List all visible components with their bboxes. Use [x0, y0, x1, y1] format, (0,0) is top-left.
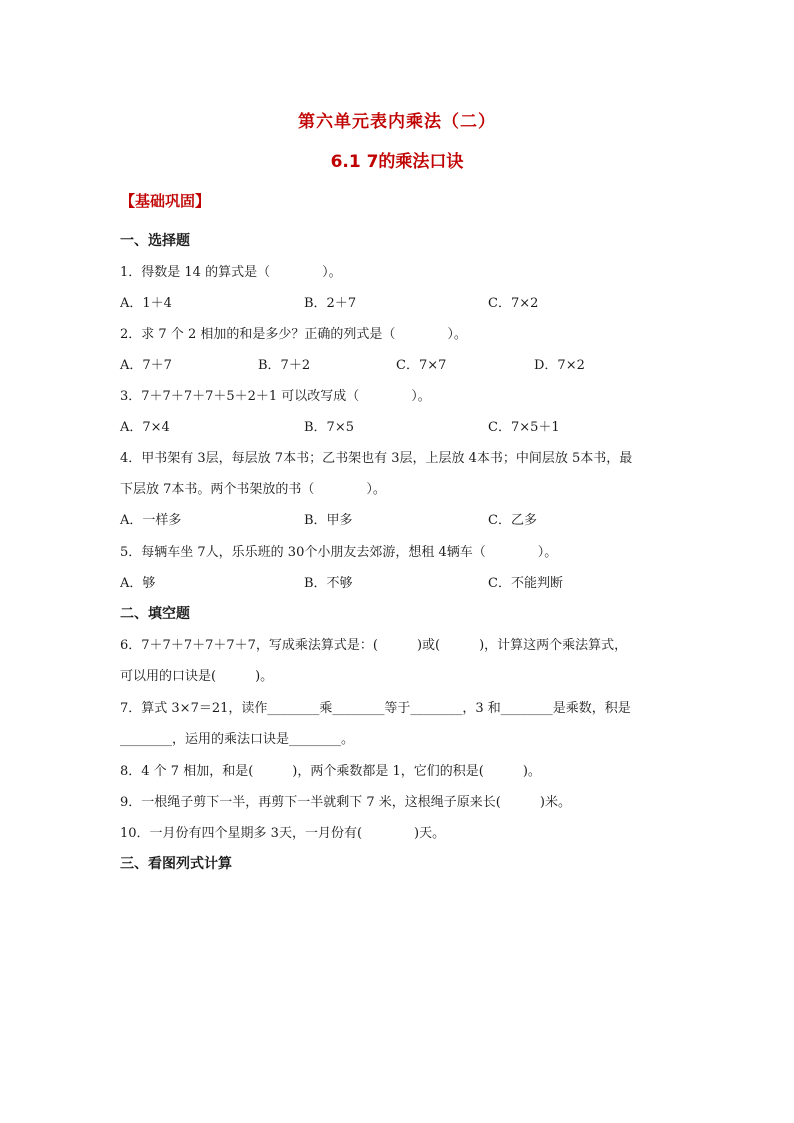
question-3-stem: 3．7＋7＋7＋7＋5＋2＋1 可以改写成（ ）。 — [120, 389, 431, 404]
question-6-line-2: 可以用的口诀是( )。 — [120, 669, 274, 684]
question-1-option-a: A．1＋4 — [120, 296, 172, 311]
question-3-option-b: B．7×5 — [304, 420, 354, 435]
page-subtitle: 6.1 7的乘法口诀 — [330, 152, 464, 172]
question-2-option-b: B．7＋2 — [258, 358, 311, 373]
question-7-line-1: 7．算式 3×7＝21，读作________乘________等于________，3 和________是乘数，积是 — [120, 701, 631, 716]
question-4-option-a: A．一样多 — [120, 513, 182, 528]
section-heading-fill-blank: 二、填空题 — [120, 606, 190, 622]
section-heading-picture-calc: 三、看图列式计算 — [120, 856, 232, 872]
section-heading-choice: 一、选择题 — [120, 233, 190, 249]
question-5-option-b: B．不够 — [304, 576, 353, 591]
question-3-option-a: A．7×4 — [120, 420, 170, 435]
question-2-option-d: D．7×2 — [534, 358, 585, 373]
page-title: 第六单元表内乘法（二） — [298, 112, 496, 132]
question-2-stem: 2．求 7 个 2 相加的和是多少？正确的列式是（ ）。 — [120, 327, 467, 342]
question-4-stem-line-2: 下层放 7本书。两个书架放的书（ ）。 — [120, 482, 386, 497]
question-4-stem-line-1: 4．甲书架有 3层，每层放 7本书；乙书架也有 3层，上层放 4本书；中间层放 5本书，最 — [120, 451, 633, 466]
question-1-option-c: C．7×2 — [488, 296, 539, 311]
section-tag: 【基础巩固】 — [120, 192, 211, 210]
question-4-option-c: C．乙多 — [488, 513, 537, 528]
question-1-option-b: B．2＋7 — [304, 296, 357, 311]
question-5-option-a: A．够 — [120, 576, 156, 591]
question-5-option-c: C．不能判断 — [488, 576, 563, 591]
question-2-option-c: C．7×7 — [396, 358, 447, 373]
question-4-option-b: B．甲多 — [304, 513, 353, 528]
question-2-option-a: A．7＋7 — [120, 358, 172, 373]
question-1-stem: 1．得数是 14 的算式是（ ）。 — [120, 265, 342, 280]
question-6-line-1: 6．7＋7＋7＋7＋7＋7，写成乘法算式是：( )或( )，计算这两个乘法算式， — [120, 638, 628, 653]
question-8: 8．4 个 7 相加，和是( )，两个乘数都是 1，它们的积是( )。 — [120, 764, 541, 779]
question-5-stem: 5．每辆车坐 7人，乐乐班的 30个小朋友去郊游，想租 4辆车（ ）。 — [120, 545, 558, 560]
question-7-line-2: ________，运用的乘法口诀是________。 — [120, 732, 355, 747]
question-9: 9．一根绳子剪下一半，再剪下一半就剩下 7 米，这根绳子原来长( )米。 — [120, 795, 571, 810]
question-10: 10．一月份有四个星期多 3天，一月份有( )天。 — [120, 826, 446, 841]
question-3-option-c: C．7×5＋1 — [488, 420, 560, 435]
